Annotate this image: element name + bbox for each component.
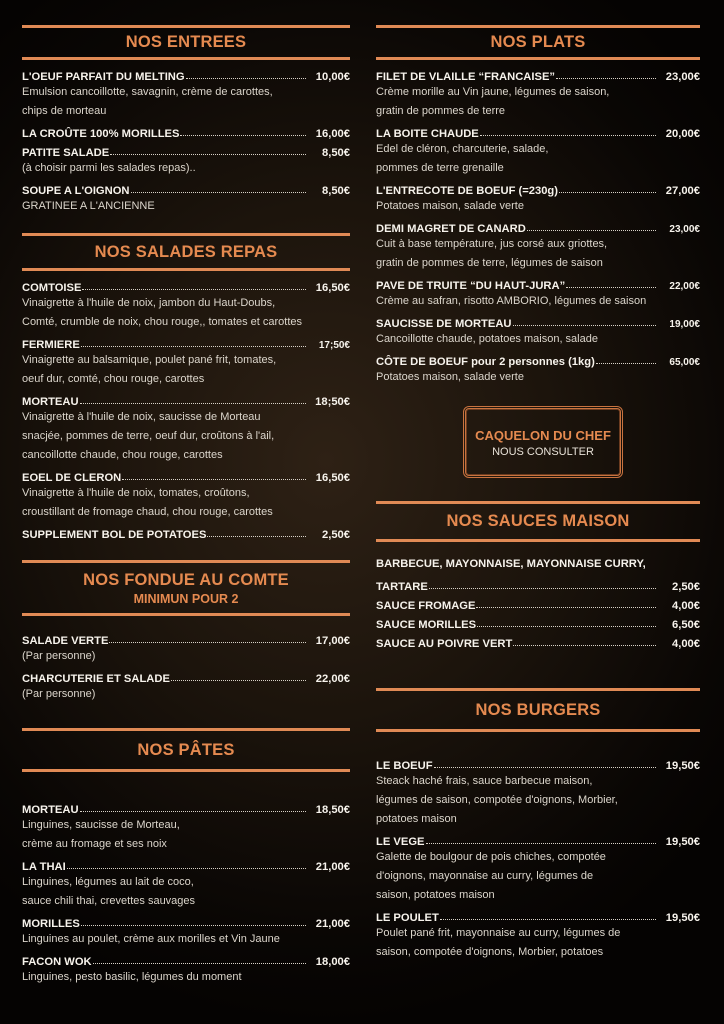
- section-header: [376, 25, 700, 60]
- badge-title: CAQUELON DU CHEF: [475, 428, 611, 443]
- section-subtitle: MINIMUN POUR 2: [133, 592, 239, 606]
- section-header: [376, 501, 700, 542]
- item-name: DEMI MAGRET DE CANARD: [376, 223, 526, 235]
- section-header: [22, 25, 350, 60]
- item-description: Poulet pané frit, mayonnaise au curry, légumes de: [376, 927, 621, 939]
- leader-dots: [110, 153, 306, 155]
- leader-dots: [426, 842, 657, 844]
- item-description: oeuf dur, comté, chou rouge, carottes: [22, 373, 205, 385]
- item-description: sauce chili thai, crevettes sauvages: [22, 895, 196, 907]
- item-description: snacjée, pommes de terre, oeuf dur, croûtons à l'ail,: [22, 430, 275, 442]
- section-header: [22, 560, 350, 616]
- section-title: NOS BURGERS: [475, 701, 601, 719]
- section-pates: [22, 728, 350, 987]
- leader-dots: [429, 587, 656, 589]
- item-name: EOEL DE CLERON: [22, 472, 122, 484]
- item-price: 18,00€: [315, 956, 350, 968]
- badge-subtitle: NOUS CONSULTER: [492, 446, 594, 458]
- item-price: 21,00€: [315, 918, 350, 930]
- leader-dots: [513, 644, 656, 646]
- item-description: Potatoes maison, salade verte: [376, 371, 524, 383]
- leader-dots: [80, 402, 306, 404]
- item-name: L'ENTRECOTE DE BOEUF (=230g): [376, 185, 558, 197]
- item-price: 19,50€: [665, 760, 700, 772]
- item-price: 23,00€: [665, 71, 700, 83]
- item-description: Cuit à base température, jus corsé aux griottes,: [376, 238, 608, 250]
- item-name: SOUPE A L'OIGNON: [22, 185, 130, 197]
- item-description: Steack haché frais, sauce barbecue maison,: [376, 775, 593, 787]
- item-price: 18;50€: [315, 396, 350, 408]
- menu-item: [22, 797, 350, 816]
- item-name: MORILLES: [22, 918, 80, 930]
- item-description: Edel de cléron, charcuterie, salade,: [376, 143, 549, 155]
- leader-dots: [109, 641, 306, 643]
- item-description: Galette de boulgour de pois chiches, compotée: [376, 851, 606, 863]
- section-title: NOS SAUCES MAISON: [446, 512, 630, 530]
- item-name: SAUCE MORILLES: [376, 619, 477, 631]
- menu-list: [376, 64, 700, 387]
- item-description: (Par personne): [22, 688, 96, 700]
- menu-list: [22, 64, 350, 216]
- section-plats: [376, 25, 700, 387]
- menu-item: [22, 178, 350, 197]
- item-price: 17,00€: [315, 635, 350, 647]
- item-description: Comté, crumble de noix, chou rouge,, tomates et carottes: [22, 316, 303, 328]
- menu-item: [22, 911, 350, 930]
- menu-item: [22, 275, 350, 294]
- menu-item: [22, 140, 350, 159]
- caquelon-badge: [463, 406, 623, 478]
- menu-item: [22, 854, 350, 873]
- leader-dots: [81, 345, 306, 347]
- item-price: 16,50€: [315, 282, 350, 294]
- menu-item: [22, 64, 350, 83]
- menu-item: [376, 349, 700, 368]
- item-price: 22,00€: [315, 673, 350, 685]
- menu-item: [22, 465, 350, 484]
- leader-dots: [67, 867, 306, 869]
- item-name: SAUCE FROMAGE: [376, 600, 476, 612]
- section-title: NOS PLATS: [490, 33, 586, 51]
- menu-item: [376, 905, 700, 924]
- item-price: 18,50€: [315, 804, 350, 816]
- menu-item: [376, 178, 700, 197]
- menu-item: [22, 628, 350, 647]
- section-fondue: [22, 560, 350, 704]
- leader-dots: [434, 766, 656, 768]
- menu-item: [376, 216, 700, 235]
- leader-dots: [122, 478, 306, 480]
- item-price: 16,00€: [315, 128, 350, 140]
- menu-item: [22, 666, 350, 685]
- item-name: CHARCUTERIE ET SALADE: [22, 673, 170, 685]
- menu-item: [22, 949, 350, 968]
- menu-item: [376, 612, 700, 631]
- item-name: L'OEUF PARFAIT DU MELTING: [22, 71, 185, 83]
- item-name: SAUCISSE DE MORTEAU: [376, 318, 512, 330]
- item-description: Vinaigrette à l'huile de noix, tomates, croûtons,: [22, 487, 250, 499]
- item-description: cancoillotte chaude, chou rouge, carottes: [22, 449, 223, 461]
- item-name: PATITE SALADE: [22, 147, 110, 159]
- item-name: CÔTE DE BOEUF pour 2 personnes (1kg): [376, 356, 595, 368]
- item-price: 8,50€: [322, 147, 350, 159]
- section-title: NOS SALADES REPAS: [94, 243, 278, 261]
- menu-item: [376, 273, 700, 292]
- menu-item: [22, 332, 350, 351]
- menu-item: [376, 753, 700, 772]
- item-description: Linguines, saucisse de Morteau,: [22, 819, 180, 831]
- item-description: Vinaigrette au balsamique, poulet pané frit, tomates,: [22, 354, 277, 366]
- item-description: d'oignons, mayonnaise au curry, légumes de: [376, 870, 594, 882]
- item-description: Crème morille au Vin jaune, légumes de saison,: [376, 86, 610, 98]
- item-name: LA THAI: [22, 861, 66, 873]
- menu-list: [376, 555, 700, 650]
- item-name: SALADE VERTE: [22, 635, 109, 647]
- item-description: croustillant de fromage chaud, chou rouge, carottes: [22, 506, 273, 518]
- leader-dots: [186, 77, 306, 79]
- leader-dots: [81, 924, 306, 926]
- item-name: SAUCE AU POIVRE VERT: [376, 638, 513, 650]
- item-name: COMTOISE: [22, 282, 82, 294]
- leader-dots: [513, 324, 656, 326]
- item-description: (Par personne): [22, 650, 96, 662]
- menu-item: [376, 631, 700, 650]
- item-price: 22,00€: [669, 281, 700, 292]
- menu-list: [22, 628, 350, 704]
- item-name: SUPPLEMENT BOL DE POTATOES: [22, 529, 207, 541]
- item-price: 19,50€: [665, 912, 700, 924]
- item-price: 19,00€: [669, 319, 700, 330]
- menu-item: [22, 522, 350, 541]
- leader-dots: [93, 962, 306, 964]
- menu-item: [376, 574, 700, 593]
- item-price: 23,00€: [669, 224, 700, 235]
- item-price: 65,00€: [669, 357, 700, 368]
- item-price: 16,50€: [315, 472, 350, 484]
- item-description: gratin de pommes de terre, légumes de saison: [376, 257, 603, 269]
- item-price: 4,00€: [672, 600, 700, 612]
- item-description: chips de morteau: [22, 105, 107, 117]
- leader-dots: [559, 191, 656, 193]
- leader-dots: [171, 679, 306, 681]
- item-description: Vinaigrette à l'huile de noix, saucisse de Morteau: [22, 411, 261, 423]
- section-title: NOS ENTREES: [125, 33, 247, 51]
- item-description: Linguines, pesto basilic, légumes du moment: [22, 971, 242, 983]
- item-name: FACON WOK: [22, 956, 92, 968]
- item-description: saison, compotée d'oignons, Morbier, potatoes: [376, 946, 604, 958]
- menu-item: [376, 121, 700, 140]
- item-price: 2,50€: [322, 529, 350, 541]
- item-price: 8,50€: [322, 185, 350, 197]
- item-name: LE POULET: [376, 912, 439, 924]
- item-name: LE VEGE: [376, 836, 425, 848]
- section-header: [22, 233, 350, 271]
- item-name: LE BOEUF: [376, 760, 433, 772]
- section-sauces: [376, 501, 700, 650]
- menu-list: [22, 797, 350, 987]
- item-description: Potatoes maison, salade verte: [376, 200, 524, 212]
- item-price: 4,00€: [672, 638, 700, 650]
- item-description: (à choisir parmi les salades repas)..: [22, 162, 196, 174]
- item-description: potatoes maison: [376, 813, 457, 825]
- item-description: pommes de terre grenaille: [376, 162, 504, 174]
- section-header: [376, 688, 700, 732]
- leader-dots: [80, 810, 306, 812]
- menu-list: [22, 275, 350, 541]
- menu-list: [376, 753, 700, 962]
- leader-dots: [207, 535, 306, 537]
- item-price: 6,50€: [672, 619, 700, 631]
- item-name: PAVE DE TRUITE “DU HAUT-JURA”: [376, 280, 566, 292]
- item-name: MORTEAU: [22, 804, 79, 816]
- menu-item: [22, 121, 350, 140]
- section-entrees: [22, 25, 350, 216]
- item-price: 20,00€: [665, 128, 700, 140]
- item-description: GRATINEE A L'ANCIENNE: [22, 200, 155, 212]
- item-description: légumes de saison, compotée d'oignons, Morbier,: [376, 794, 618, 806]
- leader-dots: [476, 606, 656, 608]
- menu-item: [376, 593, 700, 612]
- item-name: TARTARE: [376, 581, 428, 593]
- item-price: 17;50€: [318, 340, 350, 351]
- item-price: 27,00€: [665, 185, 700, 197]
- section-header: [22, 728, 350, 772]
- leader-dots: [596, 362, 656, 364]
- leader-dots: [556, 77, 656, 79]
- item-description: Crème au safran, risotto AMBORIO, légumes de saison: [376, 295, 647, 307]
- leader-dots: [131, 191, 307, 193]
- menu-item: [376, 64, 700, 83]
- sauce-intro: BARBECUE, MAYONNAISE, MAYONNAISE CURRY,: [376, 558, 646, 570]
- item-price: 10,00€: [315, 71, 350, 83]
- item-price: 2,50€: [672, 581, 700, 593]
- leader-dots: [566, 286, 656, 288]
- item-name: FILET DE VLAILLE “FRANCAISE”: [376, 71, 555, 83]
- item-price: 19,50€: [665, 836, 700, 848]
- item-description: Linguines au poulet, crème aux morilles et Vin Jaune: [22, 933, 280, 945]
- item-price: 21,00€: [315, 861, 350, 873]
- menu-item: [376, 829, 700, 848]
- item-name: MORTEAU: [22, 396, 79, 408]
- item-name: LA CROÛTE 100% MORILLES: [22, 128, 180, 140]
- item-description: saison, potatoes maison: [376, 889, 495, 901]
- item-description: Cancoillotte chaude, potatoes maison, salade: [376, 333, 598, 345]
- item-description: crème au fromage et ses noix: [22, 838, 167, 850]
- leader-dots: [82, 288, 306, 290]
- section-salades: [22, 233, 350, 541]
- item-description: gratin de pommes de terre: [376, 105, 506, 117]
- item-name: FERMIERE: [22, 339, 80, 351]
- menu-item: [376, 311, 700, 330]
- section-title: NOS PÂTES: [137, 741, 235, 759]
- item-name: LA BOITE CHAUDE: [376, 128, 479, 140]
- leader-dots: [480, 134, 656, 136]
- item-description: Linguines, légumes au lait de coco,: [22, 876, 194, 888]
- item-description: Vinaigrette à l'huile de noix, jambon du Haut-Doubs,: [22, 297, 276, 309]
- leader-dots: [527, 229, 656, 231]
- section-burgers: [376, 688, 700, 962]
- leader-dots: [180, 134, 306, 136]
- section-title: NOS FONDUE AU COMTE: [83, 571, 289, 589]
- leader-dots: [440, 918, 656, 920]
- item-description: Emulsion cancoillotte, savagnin, crème de carottes,: [22, 86, 273, 98]
- menu-item: [22, 389, 350, 408]
- leader-dots: [477, 625, 656, 627]
